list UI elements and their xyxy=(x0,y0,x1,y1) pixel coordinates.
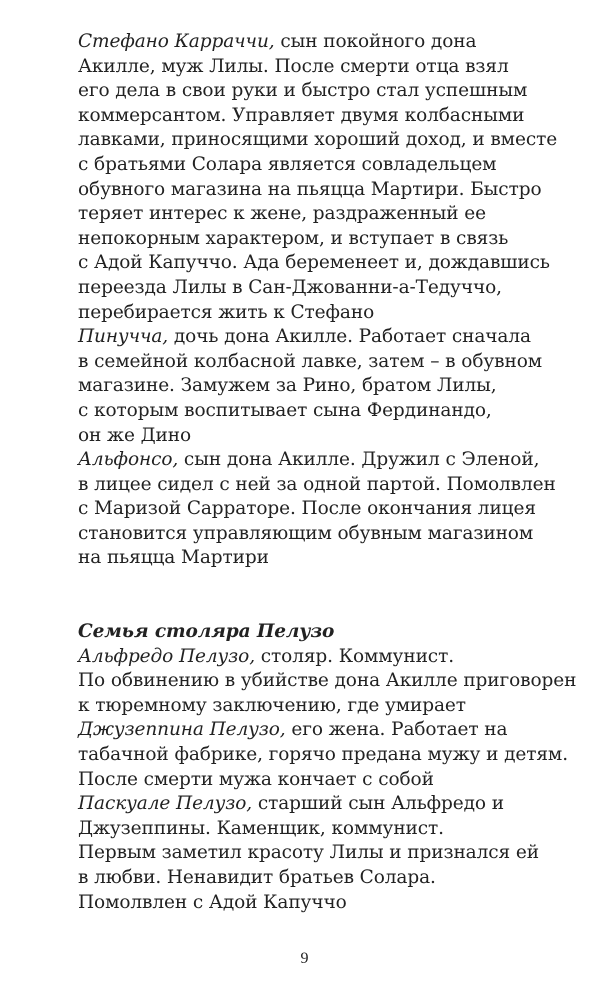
text-line xyxy=(78,55,548,80)
section-peluso-family xyxy=(78,645,577,916)
line-text: непокорным характером, и вступает в связь xyxy=(78,227,509,249)
line-text: в любви. Ненавидит братьев Солара. xyxy=(78,867,436,888)
text-line xyxy=(78,866,548,891)
line-text: в лицее сидел с ней за одной партой. Помолвлен xyxy=(78,473,556,495)
line-text: лавками, приносящими хороший доход, и вместе xyxy=(78,129,558,151)
line-text: перебирается жить к Стефано xyxy=(78,301,375,323)
line-text: По обвинению в убийстве дона Акилле приговорен xyxy=(78,670,577,692)
line-text: магазине. Замужем за Рино, братом Лилы, xyxy=(78,375,497,397)
text-line xyxy=(78,768,548,793)
line-text: к тюремному заключению, где умирает xyxy=(78,694,466,716)
text-line xyxy=(78,891,548,916)
character-name: Джузеппина Пелузо, xyxy=(78,719,286,741)
text-line xyxy=(78,792,548,817)
character-name: Альфредо Пелузо, xyxy=(78,645,255,667)
text-line xyxy=(78,276,548,301)
line-text: Помолвлен с Адой Капуччо xyxy=(78,891,347,913)
text-line xyxy=(78,817,548,842)
line-text: его жена. Работает на xyxy=(285,719,508,741)
text-line xyxy=(78,374,548,399)
text-line xyxy=(78,718,548,743)
text-line xyxy=(78,669,577,694)
line-text: После смерти мужа кончает с собой xyxy=(78,768,434,790)
text-line xyxy=(78,30,548,55)
section-heading: Семья столяра Пелузо xyxy=(78,621,335,643)
text-line xyxy=(78,694,548,719)
line-text: коммерсантом. Управляет двумя колбасными xyxy=(78,104,525,126)
character-name: Паскуале Пелузо, xyxy=(78,793,253,815)
line-text: его дела в свои руки и быстро стал успешным xyxy=(78,80,528,102)
text-line xyxy=(78,743,568,768)
line-text: дочь дона Акилле. Работает сначала xyxy=(168,326,531,348)
line-text: Акилле, муж Лилы. После смерти отца взял xyxy=(78,55,509,77)
text-line xyxy=(78,424,548,449)
text-line xyxy=(78,251,548,276)
line-text: переезда Лилы в Сан-Джованни-а-Тедуччо, xyxy=(78,276,502,298)
text-line xyxy=(78,128,558,153)
text-line xyxy=(78,546,548,571)
text-line xyxy=(78,522,548,547)
line-text: сын покойного дона xyxy=(274,31,477,52)
text-line xyxy=(78,178,548,203)
line-text: с Адой Капуччо. Ада беременеет и, дождавшись xyxy=(78,252,550,274)
line-text: Первым заметил красоту Лилы и признался ей xyxy=(78,842,539,864)
page-number: 9 xyxy=(300,950,309,967)
line-text: с братьями Солара является совладельцем xyxy=(78,153,497,175)
text-line xyxy=(78,473,556,498)
text-line xyxy=(78,645,548,670)
line-text: столяр. Коммунист. xyxy=(254,645,454,667)
line-text: старший сын Альфредо и xyxy=(252,793,504,815)
line-text: обувного магазина на пьяцца Мартири. Быстро xyxy=(78,178,542,200)
text-line xyxy=(78,202,548,227)
line-text: табачной фабрике, горячо предана мужу и детям. xyxy=(78,744,568,766)
text-line xyxy=(78,301,548,326)
text-line xyxy=(78,497,548,522)
text-line xyxy=(78,153,548,178)
text-line xyxy=(78,227,548,252)
line-text: в семейной колбасной лавке, затем – в обувном xyxy=(78,350,543,372)
text-line xyxy=(78,399,548,424)
line-text: с Маризой Сарраторе. После окончания лицея xyxy=(78,498,536,520)
section-gap xyxy=(78,571,548,620)
text-line xyxy=(78,104,548,129)
page-text xyxy=(78,30,577,915)
line-text: теряет интерес к жене, раздраженный ее xyxy=(78,203,486,225)
character-name: Альфонсо, xyxy=(78,449,179,471)
line-text: на пьяцца Мартири xyxy=(78,547,269,569)
text-line xyxy=(78,448,548,473)
section-carracci-family xyxy=(78,30,558,571)
text-line xyxy=(78,325,548,350)
line-text: с которым воспитывает сына Фердинандо, xyxy=(78,399,492,421)
character-name: Стефано Карраччи, xyxy=(78,31,275,52)
line-text: становится управляющим обувным магазином xyxy=(78,522,534,544)
text-line xyxy=(78,350,548,375)
line-text: он же Дино xyxy=(78,424,192,446)
line-text: сын дона Акилле. Дружил с Эленой, xyxy=(178,449,540,471)
line-text: Джузеппины. Каменщик, коммунист. xyxy=(78,817,444,839)
text-line xyxy=(78,79,548,104)
character-name: Пинучча, xyxy=(78,326,169,348)
text-line xyxy=(78,841,548,866)
